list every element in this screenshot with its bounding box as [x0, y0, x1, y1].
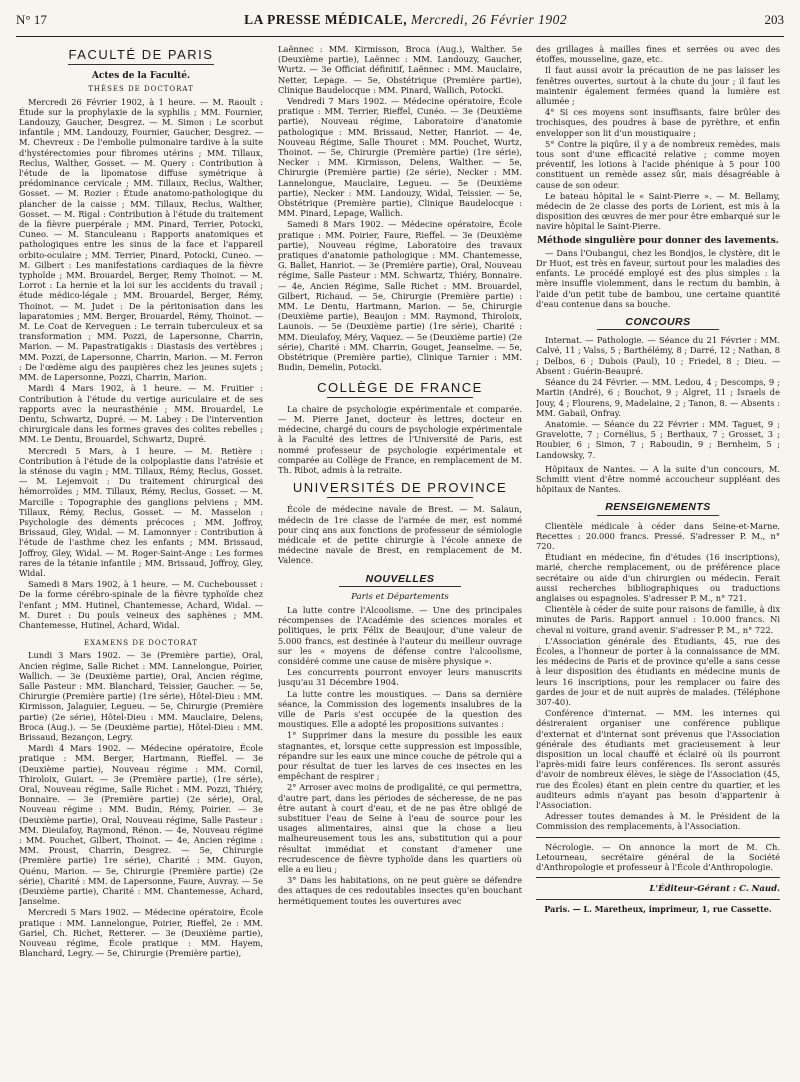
paragraph: Mardi 4 Mars 1902. — Médecine opératoire, École pratique : MM. Berger, Hartmann, Rieffel. — 3e (Deuxième partie), Nouveau régime : MM. Cornil, Thiroloix, Guiart. — 3e (Première partie), (1re série), Oral, Nouveau régime, Salle Richet : MM. Pozzi, Thiéry, Bonnaire. — 3e (Première partie) (2e série), Oral, Nouveau régime : MM. Budin, Rémy, Poirier. — 3e (Deuxième partie), Oral, Nouveau régime, Salle Pasteur : MM. Dieulafoy, Raymond, Rénon. — 4e, Nouveau régime : MM. Pouchet, Gilbert, Thoinot. — 4e, Ancien régime : MM. Proust, Charrin, Desgrez. — 5e, Chirurgie (Première partie) 1re série), Charité : MM. Guyon, Quénu, Marion. — 5e, Chirurgie (Première partie) (2e série), Charité : MM. de Lapersonne, Faure, Auvray. — 5e (Deuxième partie), Charité : MM. Chantemesse, Achard, Janselme. [19, 743, 263, 907]
issue-number: N° 17 [16, 12, 47, 27]
column-1 [19, 44, 263, 1074]
paragraph: La lutte contre l'Alcoolisme. — Une des principales récompenses de l'Académie des sciences morales et politiques, le prix Félix de Beaujour, d'une valeur de 5.000 francs, est destinée à l'auteur du meilleur ouvrage sur les « moyens de défense contre l'alcoolisme, considéré comme une cause de misère physique ». [278, 604, 522, 666]
paragraph: Séance du 24 Février. — MM. Ledou, 4 ; Descomps, 9 ; Martin (André), 6 ; Bouchot, 9 ; Algret, 11 ; Israels de Jouy, 4 ; Flourens, 9, Madelaine, 2 ; Tanon, 8. — Absents : MM. Gabail, Onfray. [536, 377, 780, 418]
page-header [16, 12, 784, 34]
column-2 [278, 44, 522, 1074]
paragraph: Lundi 3 Mars 1902. — 3e (Première partie), Oral, Ancien régime, Salle Richet : MM. Lannelongue, Poirier, Wallich. — 3e (Deuxième partie), Oral, Ancien régime, Salle Pasteur : MM. Blanchard, Teissier, Gaucher. — 5e, Chirurgie (Première partie) (1re série), Hôtel-Dieu : MM. Kirmisson, Jalaguier, Legueu. — 5e, Chirurgie (Première partie) (2e série), Hôtel-Dieu : MM. Mauclaire, Delens, Broca (Aug.). — 5e (Deuxième partie), Hôtel-Dieu : MM. Brissaud, Bezançon, Legry. [19, 650, 263, 742]
masthead [244, 12, 567, 28]
theses-label: THÈSES DE DOCTORAT [88, 85, 194, 94]
divider [536, 899, 780, 900]
paragraph: La lutte contre les moustiques. — Dans sa dernière séance, la Commission des logements insalubres de la ville de Paris s'est occupée de la question des moustiques. Elle a adopté les propositions suivantes : [278, 688, 522, 730]
paragraph: Mercredi 5 Mars, à 1 heure. — M. Retière : Contribution à l'étude de la colpoplastie dans l'atrésie et la sténose du vagin ; MM. Tillaux, Rémy, Reclus, Gosset. — M. Lejemvoit : Du traitement chirurgical des hémorroïdes ; MM. Tillaux, Rémy, Reclus, Gosset. — M. Marcille : Topographie des ganglions pelviens ; MM. Tillaux, Rémy, Reclus, Gosset. — M. Masselon : Psychologie des déments précoces ; MM. Joffroy, Brissaud, Gley, Widal. — M. Lamonnyer : Contribution à l'étude de l'asthme chez les enfants ; MM. Brissaud, Joffroy, Gley, Widal. — M. Roger-Saint-Ange : Les formes rares de la tétanie infantile ; MM. Brissaud, Joffroy, Gley, Widal. [19, 445, 263, 578]
paragraph: Clientèle médicale à céder dans Seine-et-Marne. Recettes : 20.000 francs. Pressé. S'adresser P. M., n° 720. [536, 520, 780, 551]
printer-line: Paris. — L. Maretheux, imprimeur, 1, rue Cassette. [544, 904, 772, 915]
paragraph: Adresser toutes demandes à M. le Président de la Commission des remplacements, à l'Association. [536, 811, 780, 832]
paragraph: École de médecine navale de Brest. — M. Salaun, médecin de 1re classe de l'armée de mer, est nommé pour cinq ans aux fonctions de professeur de sémiologie médicale et de petite chirurgie à l'école annexe de médecine navale de Brest, en remplacement de M. Valence. [278, 504, 522, 566]
paragraph: L'Association générale des Étudiants, 45, rue des Écoles, a l'honneur de porter à la connaissance de MM. les médecins de Paris et de province qu'elle a sans cesse à leur disposition des étudiants en médecine munis de leurs 16 inscriptions, pour les remplacer ou faire des gardes de jour et de nuit auprès de malades. (Téléphone 307-40). [536, 635, 780, 707]
paragraph: Internat. — Pathologie. — Séance du 21 Février : MM. Calvé, 11 ; Vaïss, 5 ; Barthélémy, 8 ; Darré, 12 ; Nathan, 8 ; Delbos, 6 ; Dubois (Paul), 10 ; Friedel, 8 ; Dieu. — Absent : Guérin-Beaupré. [536, 335, 780, 376]
methode-title: Méthode singulière pour donner des lavements. [537, 235, 779, 246]
concours-title: CONCOURS [625, 316, 691, 329]
section-rule [339, 586, 461, 587]
paragraph: Le bateau hôpital le « Saint-Pierre ». — M. Bellamy, médecin de 2e classe des ports de Lorient, est mis à la disposition des œuvres de mer pour être embarqué sur le navire hôpital le Saint-Pierre. [536, 190, 780, 232]
editor-line: L'Éditeur-Gérant : C. Naud. [649, 884, 780, 895]
paris-departements-title: Paris et Départements [351, 591, 449, 602]
section-rule [68, 64, 214, 65]
section-rule [597, 515, 719, 516]
divider [536, 877, 780, 878]
section-rule [327, 397, 473, 398]
faculte-title: FACULTÉ DE PARIS [68, 47, 214, 62]
paragraph: 1° Supprimer dans la mesure du possible les eaux stagnantes, et, lorsque cette suppression est impossible, répandre sur les eaux une mince couche de pétrole qui a pour résultat de tuer les larves de ces insectes en les empêchant de respirer ; [278, 730, 522, 782]
paragraph: Étudiant en médecine, fin d'études (16 inscriptions), marié, cherche remplacement, ou de préférence place secrétaire ou aide d'un chirurgien ou médecin. Ferait aussi recherches bibliographiques ou traductions anglaises ou espagnoles. S'adresser P. M., n° 721. [536, 552, 780, 603]
paragraph: 5° Contre la piqûre, il y a de nombreux remèdes, mais tous sont d'une efficacité relative ; comme moyen préventif, les lotions à l'acide phénique à 5 pour 100 constituent un remède assez sûr, mais désagréable à cause de son odeur. [536, 138, 780, 190]
nouvelles-title: NOUVELLES [365, 572, 435, 585]
header-rule [16, 36, 784, 39]
actes-title: Actes de la Faculté. [91, 71, 191, 82]
masthead-date: Mercredi, 26 Février 1902 [410, 12, 568, 27]
paragraph: Mercredi 5 Mars 1902. — Médecine opératoire, École pratique : MM. Lannelongue, Poirier, Rieffel, 2e : MM. Gariel, Ch. Richet, Retterer. — 3e (Deuxième partie), Nouveau régime, École pratique : MM. Hayem, Blanchard, Legry. — 5e, Chirurgie (Première partie), [19, 907, 263, 959]
paragraph: 4° Si ces moyens sont insuffisants, faire brûler des trochisques, des poudres à base de pyrèthre, et enfin envelopper son lit d'un moustiquaire ; [536, 107, 780, 138]
paragraph: Mercredi 26 Février 1902, à 1 heure. — M. Raoult : Étude sur la prophylaxie de la syphilis ; MM. Fournier, Landouzy, Gaucher, Desgrez. — M. Simon : Le scorbut infantile ; MM. Landouzy, Fournier, Gaucher, Desgrez. — M. Chevreux : De l'embolie pulmonaire tardive à la suite d'hystérectomies pour fibromes utérins ; MM. Tillaux, Reclus, Walther, Gosset. — M. Query : Contribution à l'étude de la lipomatose diffuse symétrique à prédominance cervicale ; MM. Tillaux, Reclus, Walther, Gosset. — M. Rozier : Étude anatomo-pathologique du plancher de la caisse ; MM. Tillaux, Reclus, Walther, Gosset. — M. Rigal : Contribution à l'étude du traitement de la fièvre puerpérale ; MM. Pinard, Terrier, Potocki, Cuneo. — M. Stanculeanu : Rapports anatomiques et pathologiques entre les sinus de la face et l'appareil orbito-oculaire ; MM. Terrier, Pinard, Potocki, Cuneo. — M. Gilbert : Les manifestations cardiaques de la fièvre typhoïde ; MM. Brouardel, Berger, Remy Thoinot. — M. Lorrot : La hernie et la loi sur les accidents du travail ; étude médico-légale ; MM. Brouardel, Berger, Rémy, Thoinot. — M. Judet : De la péritonisation dans les laparatomies ; MM. Berger, Brouardel, Rémy, Thoinot. — M. Le Coat de Kerveguen : Le terrain tuberculeux et sa transformation ; MM. Pozzi, de Lapersonne, Charrin, Marion. — M. Papastratigakis : Diastasis des vertèbres ; MM. Pozzi, de Lapersonne, Charrin, Marion. — M. Ferron : De l'œdème aigu des paupières chez les jeunes sujets ; MM. de Lapersonne, Pozzi, Charrin, Marion. [19, 96, 263, 383]
examens-label: EXAMENS DE DOCTORAT [84, 639, 198, 648]
masthead-title: LA PRESSE MÉDICALE, [244, 12, 408, 27]
paragraph: Hôpitaux de Nantes. — A la suite d'un concours, M. Schmitt vient d'être nommé accoucheur suppléant des hôpitaux de Nantes. [536, 463, 780, 495]
paragraph: Mardi 4 Mars 1902, à 1 heure. — M. Fruitier : Contribution à l'étude du vertige auriculaire et de ses rapports avec la neurasthénie ; MM. Brouardel, Le Dentu, Schwartz, Dupré. — M. Labey : De l'intervention chirurgicale dans les formes graves des colites rebelles ; MM. Le Dentu, Brouardel, Schwartz, Dupré. [19, 383, 263, 445]
section-rule [327, 497, 473, 498]
page-number: 203 [764, 12, 784, 27]
section-rule [597, 329, 719, 330]
paragraph: Il faut aussi avoir la précaution de ne pas laisser les fenêtres ouvertes, surtout à la chute du jour ; il faut les maintenir également fermées quand la lumière est allumée ; [536, 65, 780, 107]
paragraph: Conférence d'internat. — MM. les internes qui désireraient organiser une conférence publique d'externat et d'internat sont prévenus que l'Association générale des étudiants met gracieusement à leur disposition un local chauffé et éclairé où ils pourront l'après-midi faire leurs conférences. Ils seront assurés d'avoir de nombreux élèves, le siège de l'Association (45, rue des Écoles) étant en plein centre du quartier, et les auditeurs admis n'ayant pas besoin d'appartenir à l'Association. [536, 708, 780, 811]
paragraph: Anatomie. — Séance du 22 Février : MM. Taguet, 9 ; Gravelotte, 7 ; Cornélius, 5 ; Berthaux, 7 ; Grosset, 3 ; Roubier, 6 ; Simon, 7 ; Raboudin, 9 ; Bernheim, 5 ; Landowsky, 7. [536, 418, 780, 460]
paragraph: des grillages à mailles fines et serrées ou avec des étoffes, mousseline, gaze, etc. [536, 44, 780, 65]
paragraph: Nécrologie. — On annonce la mort de M. Ch. Letourneau, secrétaire général de la Société d'Anthropologie et professeur à l'École d'Anthropologie. [536, 841, 780, 873]
paragraph: Samedi 8 Mars 1902, à 1 heure. — M. Cuchebousset : De la forme cérébro-spinale de la fièvre typhoïde chez l'enfant ; MM. Hutinel, Chantemesse, Achard, Widal. — M. Duret : Du pouls veineux des saphènes ; MM. Chantemesse, Hutinel, Achard, Widal. [19, 579, 263, 630]
paragraph: Vendredi 7 Mars 1902. — Médecine opératoire, École pratique : MM. Terrier, Rieffel, Cunéo. — 3e (Deuxième partie), Nouveau régime, Laboratoire d'anatomie pathologique : MM. Brissaud, Netter, Hanriot. — 4e, Nouveau Régime, Salle Thouret : MM. Pouchet, Wurtz, Thoinot. — 5e, Chirurgie (Première partie) (1re série), Necker : MM. Kirmisson, Delens, Walther. — 5e, Chirurgie (Première partie) (2e série), Necker : MM. Lannelongue, Mauclaire, Legueu. — 5e (Deuxième partie), Necker : MM. Landouzy, Widal, Teissier. — 5e, Obstétrique (Première partie), Clinique Baudelocque : MM. Pinard, Lepage, Wallich. [278, 96, 522, 219]
paragraph: La chaire de psychologie expérimentale et comparée. — M. Pierre Janet, docteur ès lettres, docteur en médecine, chargé du cours de psychologie expérimentale à la Faculté des lettres de l'Université de Paris, est nommé professeur de psychologie expérimentale et comparée au Collège de France, en remplacement de M. Th. Ribot, admis à la retraite. [278, 403, 522, 475]
paragraph: Laënnec : MM. Kirmisson, Broca (Aug.), Walther. 5e (Deuxième partie), Laënnec : MM. Landouzy, Gaucher, Wurtz. — 3e Officiat définitif, Laënnec : MM. Mauclaire, Netter, Lepage. — 5e, Obstétrique (Première partie), Clinique Baudelocque : MM. Pinard, Wallich, Potocki. [278, 44, 522, 95]
paragraph: Samedi 8 Mars 1902. — Médecine opératoire, École pratique : MM. Poirier, Faure, Rieffel. — 3e (Deuxième partie), Nouveau régime, Laboratoire des travaux pratiques d'anatomie pathologique : MM. Chantemesse, G. Ballet, Hanriot. — 3e (Première partie), Oral, Nouveau régime, Salle Pasteur : MM. Schwartz, Thiéry, Bonnaire. — 4e, Ancien Régime, Salle Richet : MM. Brouardel, Gilbert, Richaud. — 5e, Chirurgie (Première partie) : MM. Le Dentu, Hartmann, Marion. — 5e, Chirurgie (Deuxième partie), Beaujon : MM. Raymond, Thiroloix, Launois. — 5e (Deuxième partie) (1re série), Charité : MM. Dieulafoy, Méry, Vaquez. — 5e (Deuxième partie) (2e série), Charité : MM. Charrin, Gouget, Jeanselme. — 5e, Obstétrique (Première partie), Clinique Tarnier : MM. Budin, Demelin, Potocki. [278, 219, 522, 373]
paragraph: 3° Dans les habitations, on ne peut guère se défendre des attaques de ces redoutables insectes qu'en bouchant hermétiquement toutes les ouvertures avec [278, 875, 522, 906]
column-3 [536, 44, 780, 1074]
college-title: COLLÈGE DE FRANCE [317, 379, 483, 395]
renseignements-title: RENSEIGNEMENTS [605, 501, 711, 514]
universites-title: UNIVERSITÉS DE PROVINCE [292, 480, 508, 496]
paragraph: Les concurrents pourront envoyer leurs manuscrits jusqu'au 31 Décembre 1904. [278, 667, 522, 688]
paragraph: 2° Arroser avec moins de prodigalité, ce qui permettra, d'autre part, dans les périodes de sécheresse, de ne pas être autant à court d'eau, et de ne pas être obligé de substituer l'eau de Seine à l'eau de source pour les usages alimentaires, ainsi que la chose a lieu malheureusement tous les ans, substitution qui a pour résultat immédiat et constant d'amener une recrudescence de fièvre typhoïde dans les quartiers où elle a eu lieu ; [278, 782, 522, 875]
paragraph: — Dans l'Oubangui, chez les Bondjos, le clystère, dit le Dr Huot, est très en faveur, surtout pour les maladies des enfants. Le procédé employé est des plus simples : la mère insuffle violemment, dans le rectum du bambin, à l'aide d'un petit tube de bambou, une certaine quantité d'eau contenue dans sa bouche. [536, 247, 780, 309]
divider [536, 837, 780, 838]
paragraph: Clientèle à céder de suite pour raisons de famille, à dix minutes de Paris. Rapport annuel : 10.000 francs. Ni cheval ni voiture, grand avenir. S'adresser P. M., n° 722. [536, 604, 780, 635]
